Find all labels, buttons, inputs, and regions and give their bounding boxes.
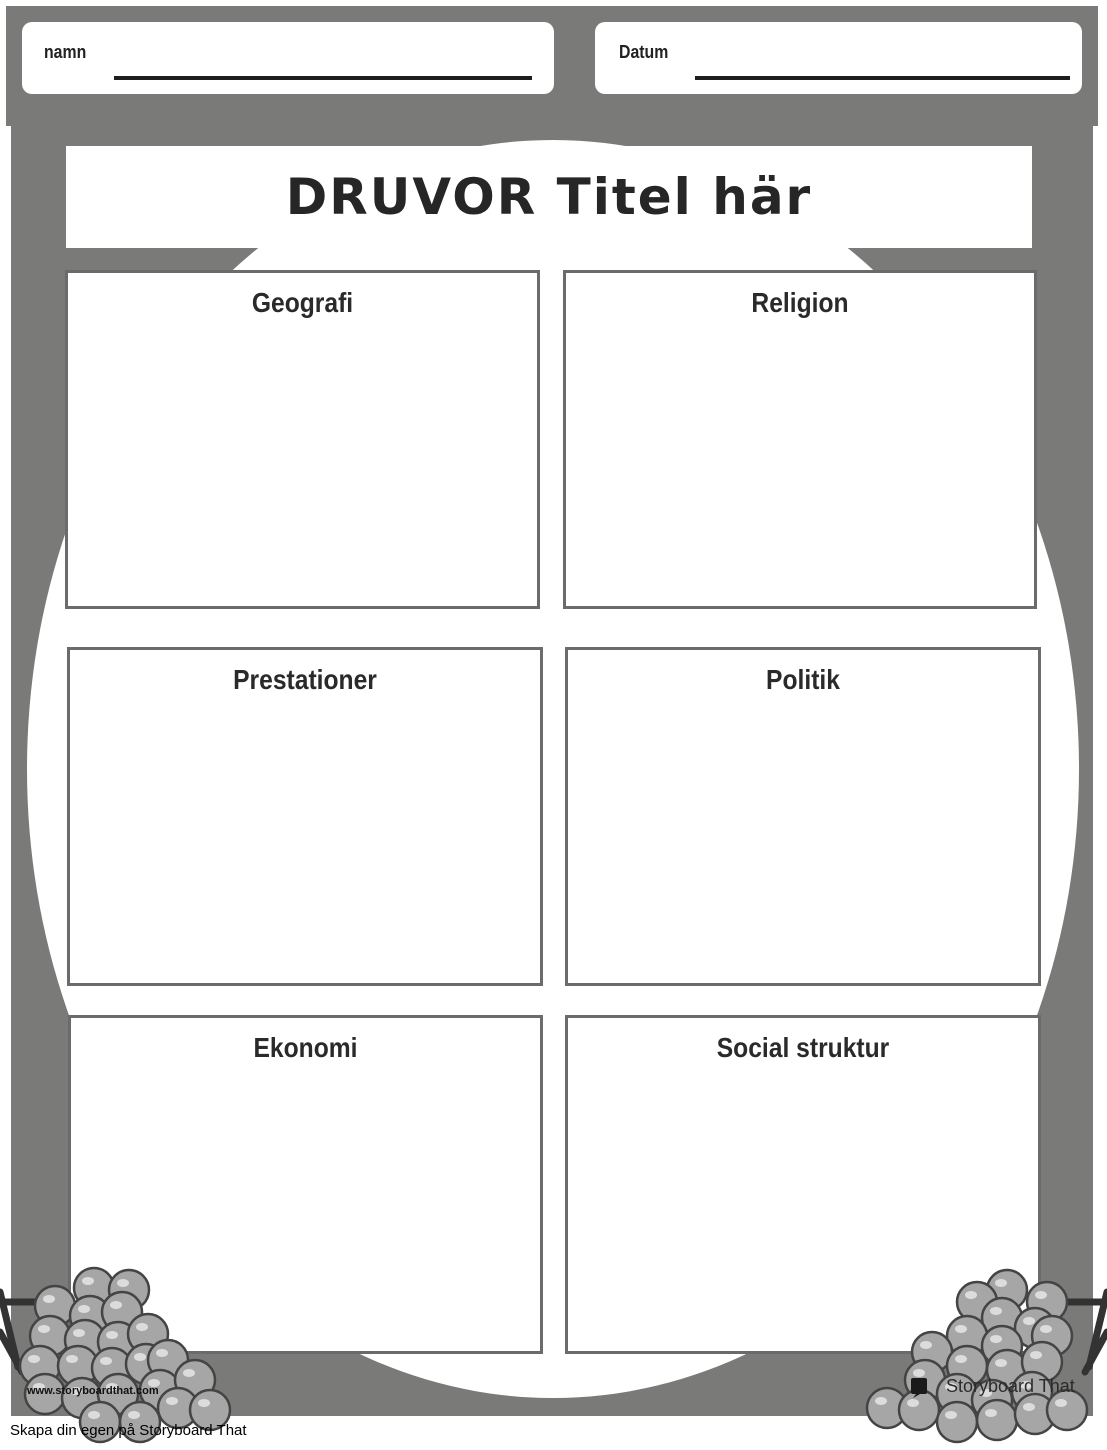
panel-title: Politik bbox=[766, 664, 840, 695]
name-label: namn bbox=[44, 42, 87, 62]
grape-highlight bbox=[82, 1277, 94, 1285]
grape-highlight bbox=[117, 1279, 129, 1287]
grape-highlight bbox=[875, 1397, 887, 1405]
grape-highlight bbox=[166, 1397, 178, 1405]
grape-highlight bbox=[38, 1325, 50, 1333]
grape bbox=[977, 1400, 1017, 1440]
grape-highlight bbox=[907, 1399, 919, 1407]
grapes-icon bbox=[0, 1262, 250, 1442]
name-field[interactable] bbox=[22, 22, 554, 94]
grape-highlight bbox=[995, 1359, 1007, 1367]
name-line[interactable] bbox=[114, 76, 532, 80]
panel-politik[interactable] bbox=[565, 647, 1041, 986]
grape-highlight bbox=[66, 1355, 78, 1363]
grape-highlight bbox=[1023, 1317, 1035, 1325]
grape-highlight bbox=[110, 1301, 122, 1309]
grape-highlight bbox=[945, 1411, 957, 1419]
grape-highlight bbox=[990, 1335, 1002, 1343]
grape-highlight bbox=[955, 1355, 967, 1363]
grape-highlight bbox=[106, 1331, 118, 1339]
date-line[interactable] bbox=[695, 76, 1070, 80]
frame-edge-right bbox=[1093, 126, 1098, 1416]
grape-highlight bbox=[920, 1341, 932, 1349]
grape-highlight bbox=[955, 1325, 967, 1333]
grape-highlight bbox=[100, 1357, 112, 1365]
grape-highlight bbox=[73, 1329, 85, 1337]
panel-religion[interactable] bbox=[563, 270, 1037, 609]
page-title: DRUVOR Titel här bbox=[285, 168, 813, 226]
panel-prestationer[interactable] bbox=[67, 647, 543, 986]
grape-highlight bbox=[134, 1353, 146, 1361]
grape-highlight bbox=[990, 1307, 1002, 1315]
grape-highlight bbox=[985, 1409, 997, 1417]
storyboard-logo-icon bbox=[908, 1376, 934, 1398]
watermark-brand bbox=[908, 1374, 1078, 1400]
panel-title: Religion bbox=[751, 287, 849, 318]
panel-title: Prestationer bbox=[233, 664, 377, 695]
grape bbox=[937, 1402, 977, 1442]
date-label: Datum bbox=[619, 42, 669, 62]
panel-title: Geografi bbox=[251, 287, 354, 318]
grape-highlight bbox=[965, 1291, 977, 1299]
grape-highlight bbox=[1055, 1399, 1067, 1407]
watermark-url: www.storyboardthat.com bbox=[27, 1385, 159, 1397]
grapes-icon bbox=[857, 1262, 1107, 1442]
grape-highlight bbox=[78, 1305, 90, 1313]
grape-highlight bbox=[995, 1279, 1007, 1287]
panel-title: Social struktur bbox=[716, 1032, 890, 1063]
grape-highlight bbox=[136, 1323, 148, 1331]
frame-edge-left bbox=[6, 126, 11, 1416]
grape-highlight bbox=[128, 1411, 140, 1419]
grape-highlight bbox=[1023, 1403, 1035, 1411]
watermark-brand-text: Storyboard That bbox=[946, 1376, 1075, 1396]
grape-highlight bbox=[28, 1355, 40, 1363]
panel-geografi[interactable] bbox=[65, 270, 540, 609]
grape-highlight bbox=[198, 1399, 210, 1407]
grape-highlight bbox=[1035, 1291, 1047, 1299]
grape-highlight bbox=[156, 1349, 168, 1357]
date-field[interactable] bbox=[595, 22, 1082, 94]
title-bar bbox=[66, 146, 1032, 248]
grape-highlight bbox=[183, 1369, 195, 1377]
footer-credit[interactable]: Skapa din egen på Storyboard That bbox=[10, 1422, 247, 1439]
grape-highlight bbox=[1030, 1351, 1042, 1359]
grape-highlight bbox=[88, 1411, 100, 1419]
panel-title: Ekonomi bbox=[253, 1032, 358, 1063]
grape-highlight bbox=[43, 1295, 55, 1303]
grape-highlight bbox=[1040, 1325, 1052, 1333]
